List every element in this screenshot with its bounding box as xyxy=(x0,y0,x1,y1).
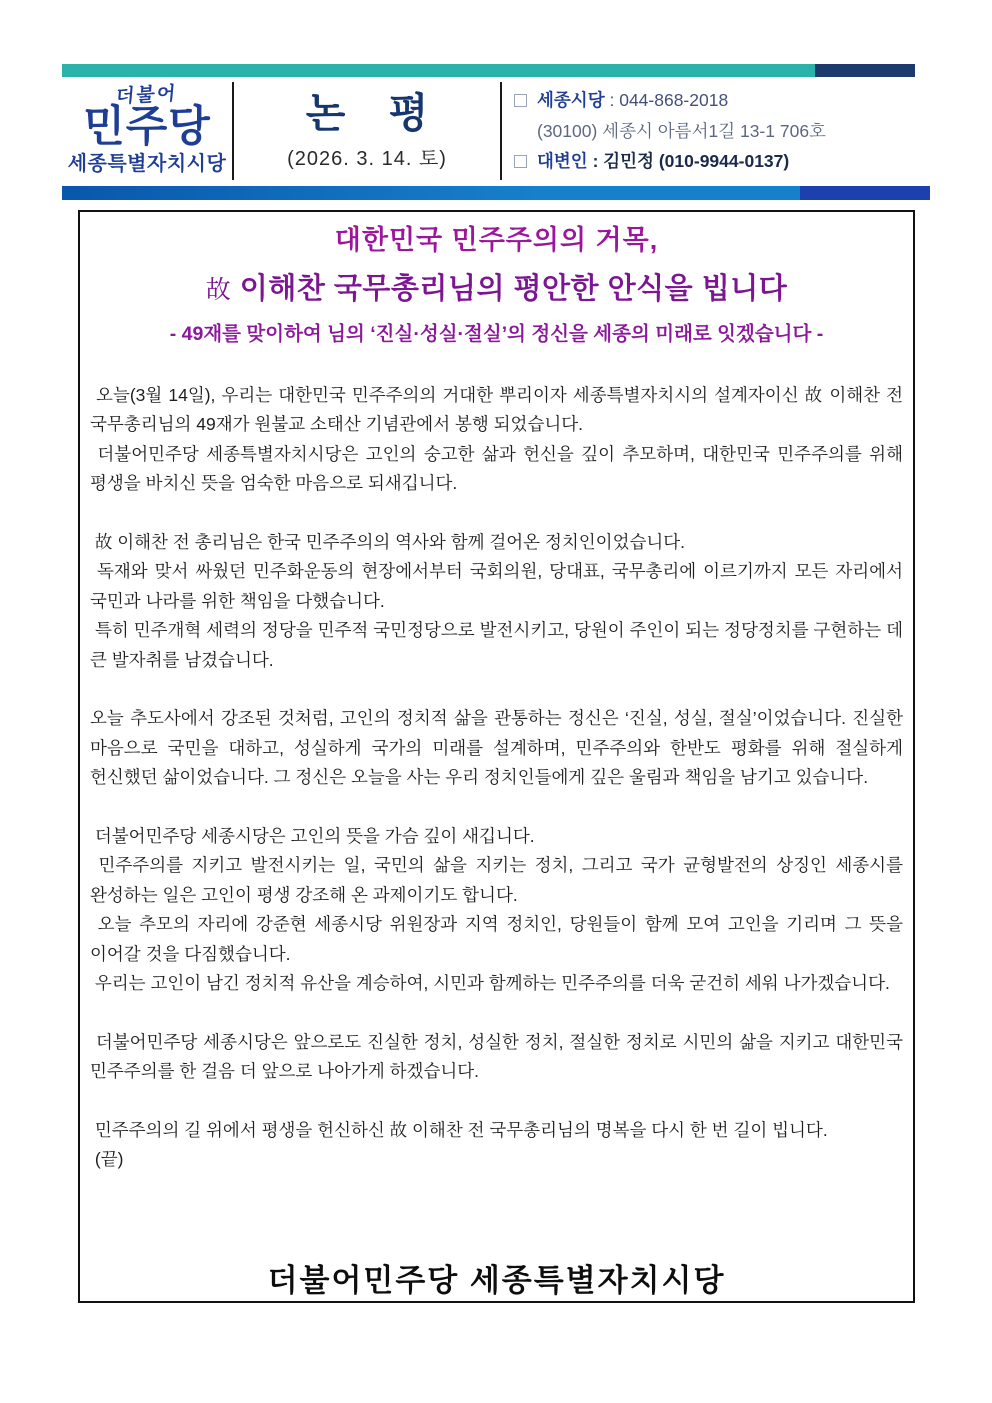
hanja-go-prefix: 故 xyxy=(205,277,232,304)
statement-body xyxy=(80,381,913,1175)
body-paragraph: 오늘 추모의 자리에 강준현 세종시당 위원장과 지역 정치인, 당원들이 함께 모여 고인을 기리며 그 뜻을 이어갈 것을 다짐했습니다. xyxy=(90,914,908,964)
office-phone: : 044-868-2018 xyxy=(604,90,729,111)
statement-title-line2-text: 이해찬 국무총리님의 평안한 안식을 빕니다 xyxy=(231,273,788,305)
document-type-cell xyxy=(234,77,500,185)
party-logo xyxy=(62,77,232,185)
office-label: 세종시당 xyxy=(537,90,605,111)
body-paragraph: 더불어민주당 세종시당은 앞으로도 진실한 정치, 성실한 정치, 절실한 정치로 시민의 삶을 지키고 대한민국 민주주의를 한 걸음 더 앞으로 나아가게 하겠습니다. xyxy=(90,1031,908,1082)
signature-line: 더불어민주당 세종특별자치시당 xyxy=(267,1263,726,1298)
body-paragraph: 오늘(3월 14일), 우리는 대한민국 민주주의의 거대한 뿌리이자 세종특별자치시의 설계자이신 故 이해찬 전 국무총리님의 49재가 원불교 소태산 기념관에서 봉행 되었습니다. xyxy=(90,385,908,435)
paragraph-spacer xyxy=(90,1087,903,1116)
contact-line-office xyxy=(514,85,930,116)
contact-line-address xyxy=(514,116,930,147)
party-logo-top-text: 더불어 xyxy=(115,83,179,108)
paragraph-spacer xyxy=(90,793,903,822)
statement-title-line2 xyxy=(80,266,913,307)
paragraph-spacer xyxy=(90,499,903,528)
body-paragraph: 故 이해찬 전 총리님은 한국 민주주의의 역사와 함께 걸어온 정치인이었습니다. xyxy=(90,532,686,553)
body-paragraph: 더불어민주당 세종시당은 고인의 뜻을 가슴 깊이 새깁니다. xyxy=(90,826,535,847)
body-paragraph: 독재와 맞서 싸웠던 민주화운동의 현장에서부터 국회의원, 당대표, 국무총리에 이르기까지 모든 자리에서 국민과 나라를 위한 책임을 다했습니다. xyxy=(90,561,908,611)
letterhead xyxy=(62,77,930,185)
body-paragraph: (끝) xyxy=(90,1149,124,1170)
spokesperson-name-phone: : 김민정 (010-9944-0137) xyxy=(587,151,790,172)
contact-info xyxy=(502,77,930,185)
party-logo-main-text: 민주당 xyxy=(83,102,211,151)
statement-title-line1: 대한민국 민주주의의 거목, xyxy=(334,225,659,255)
header-bottom-bar-royal-segment xyxy=(800,186,930,200)
body-paragraph: 우리는 고인이 남긴 정치적 유산을 계승하여, 시민과 함께하는 민주주의를 더욱 굳건히 세워 나가겠습니다. xyxy=(90,973,890,994)
paragraph-spacer xyxy=(90,675,903,704)
body-paragraph: 더불어민주당 세종특별자치시당은 고인의 숭고한 삶과 헌신을 깊이 추모하며, 대한민국 민주주의를 위해 평생을 바치신 뜻을 엄숙한 마음으로 되새깁니다. xyxy=(90,443,908,494)
spokesperson-label: 대변인 xyxy=(537,151,588,172)
document-type-title: 논 평 xyxy=(305,89,445,136)
body-paragraph: 오늘 추도사에서 강조된 것처럼, 고인의 정치적 삶을 관통하는 정신은 ‘진실, 성실, 절실’이었습니다. 진실한 마음으로 국민을 대하고, 성실하게 국가의 미래를 설계하며, 민주주의와 한반도 평화를 위해 절실하게 헌신했던 삶이었습니다. 그 정신은 오늘을 사는 우리 정치인들에게 깊은 울림과 책임을 남기고 있습니다. xyxy=(90,708,908,788)
party-logo-sub-text: 세종특별자치시당 xyxy=(67,153,227,176)
office-address: (30100) 세종시 아름서1길 13-1 706호 xyxy=(537,120,826,141)
checkbox-bullet-icon xyxy=(514,155,527,168)
statement-subtitle: - 49재를 맞이하여 님의 ‘진실·성실·절실’의 정신을 세종의 미래로 잇겠습니다 - xyxy=(169,323,824,345)
contact-line-spokesperson xyxy=(514,146,930,177)
document-date: (2026. 3. 14. 토) xyxy=(287,148,447,171)
checkbox-bullet-icon xyxy=(514,94,527,107)
statement-box xyxy=(78,210,915,1303)
header-top-teal-bar xyxy=(62,64,915,77)
body-paragraph: 민주주의의 길 위에서 평생을 헌신하신 故 이해찬 전 국무총리님의 명복을 다시 한 번 길이 빕니다. xyxy=(90,1120,828,1141)
paragraph-spacer xyxy=(90,998,903,1027)
body-paragraph: 민주주의를 지키고 발전시키는 일, 국민의 삶을 지키는 정치, 그리고 국가 균형발전의 상징인 세종시를 완성하는 일은 고인이 평생 강조해 온 과제이기도 합니다. xyxy=(90,855,908,905)
header-bottom-blue-bar xyxy=(62,186,930,200)
body-paragraph: 특히 민주개혁 세력의 정당을 민주적 국민정당으로 발전시키고, 당원이 주인이 되는 정당정치를 구현하는 데 큰 발자취를 남겼습니다. xyxy=(90,620,908,670)
header-top-bar-navy-segment xyxy=(815,64,915,77)
